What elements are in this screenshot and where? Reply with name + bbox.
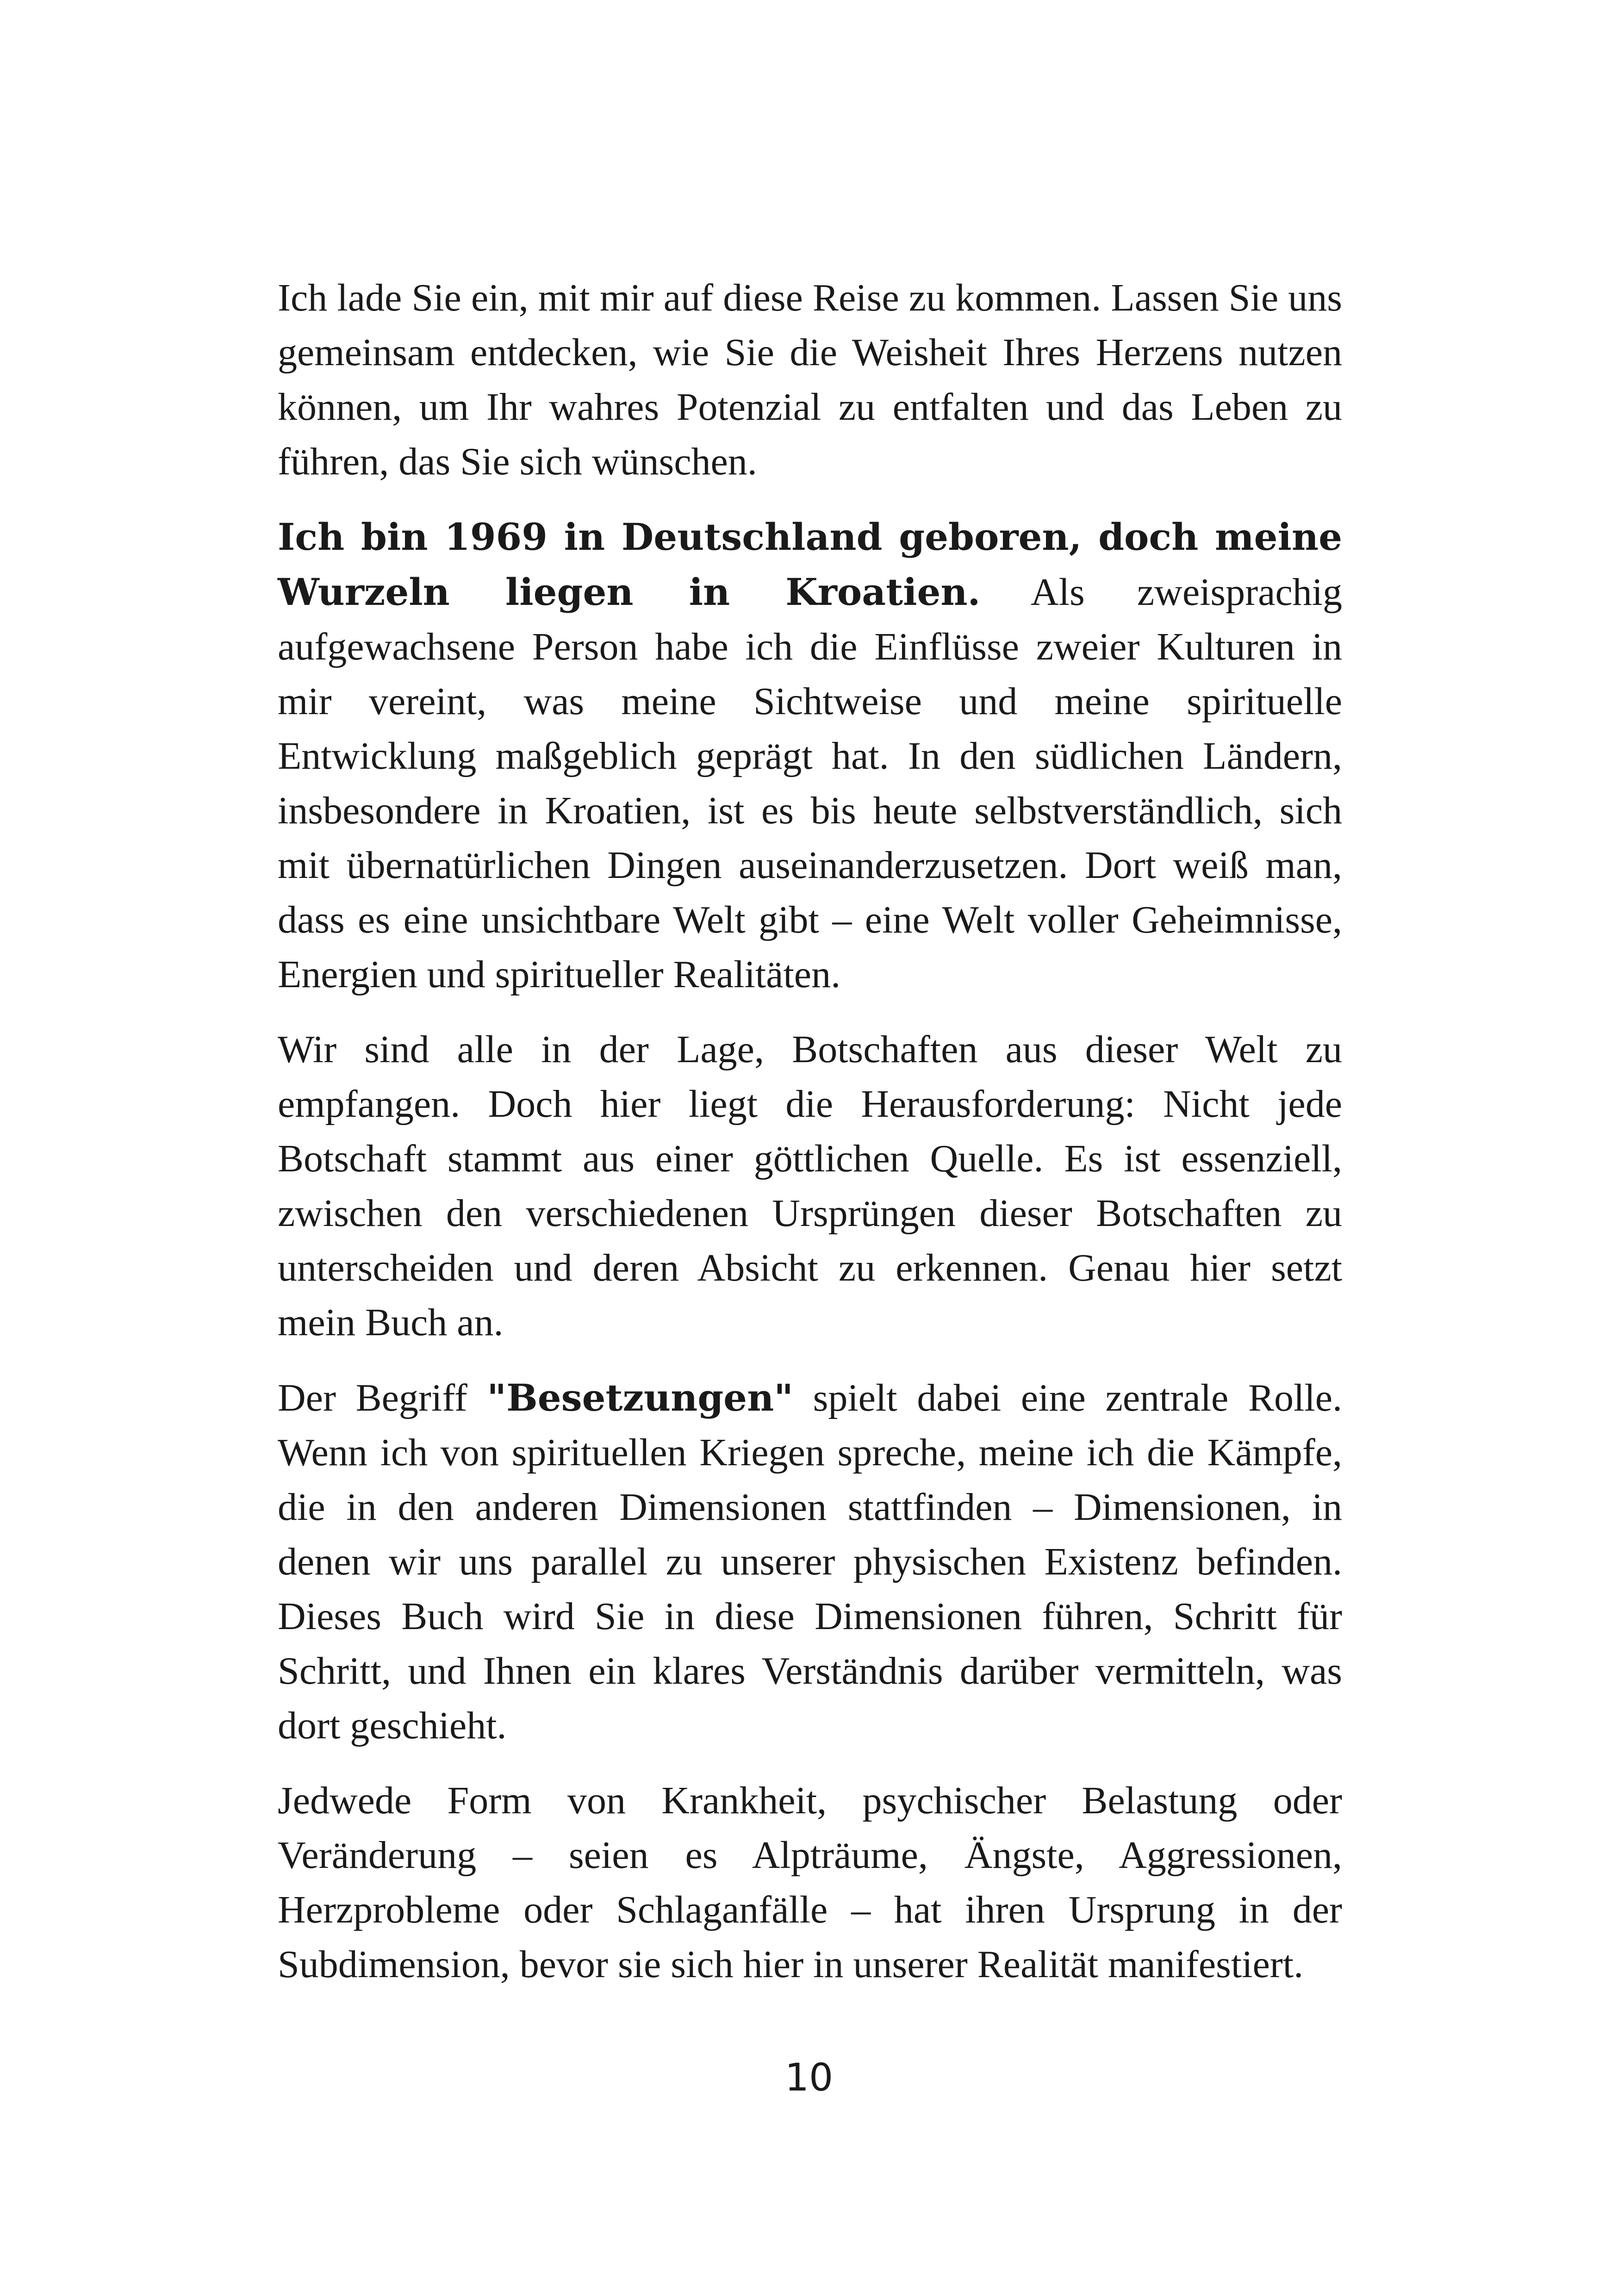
page-number: 10 [784,2056,834,2100]
paragraph-text: Als zweisprachig aufgewachsene Person habe ich die Einflüsse zweier Kulturen in mir vereint, was meine Sichtweise und meine spirituelle Entwicklung maßgeblich geprägt hat. In den südlichen Ländern, insbesondere in Kroatien, ist es bis heute selbstverständlich, sich mit übernatürlichen Dingen auseinanderzusetzen. Dort weiß man, dass es eine unsichtbare Welt gibt – eine Welt voller Geheimnisse, Energien und spiritueller Realitäten. [278,571,1342,996]
paragraph-text: spielt dabei eine zentrale Rolle. Wenn ich von spirituellen Kriegen spreche, meine ich die Kämpfe, die in den anderen Dimensionen stattfinden – Dimensionen, in denen wir uns parallel zu unserer physischen Existenz befinden. Dieses Buch wird Sie in diese Dimensionen führen, Schritt für Schritt, und Ihnen ein klares Verständnis darüber vermitteln, was dort geschieht. [278,1376,1343,1747]
paragraph-text: Ich lade Sie ein, mit mir auf diese Reise zu kommen. Lassen Sie uns gemeinsam entdecken, wie Sie die Weisheit Ihres Herzens nutzen können, um Ihr wahres Potenzial zu entfalten und das Leben zu führen, das Sie sich wünschen. [278,276,1342,483]
bold-term: "Besetzungen" [487,1376,793,1419]
paragraph-origins [278,510,1342,1002]
paragraph-messages [278,1022,1342,1350]
paragraph-text: Jedwede Form von Krankheit, psychischer Belastung oder Veränderung – seien es Alpträume, Ängste, Aggressionen, Herzprobleme oder Schlaganfälle – hat ihren Ursprung in der Subdimension, bevor sie sich hier in unserer Realität manifestiert. [278,1779,1342,1986]
paragraph-text: Der Begriff [278,1376,487,1419]
paragraph-illness [278,1773,1342,1992]
paragraph-invitation [278,271,1342,489]
bold-intro: Ich bin 1969 in Deutschland geboren, doch meine Wurzeln liegen in Kroatien. [278,515,1342,614]
paragraph-text: Wir sind alle in der Lage, Botschaften aus dieser Welt zu empfangen. Doch hier liegt die Herausforderung: Nicht jede Botschaft stammt aus einer göttlichen Quelle. Es ist essenziell, zwischen den verschiedenen Ursprüngen dieser Botschaften zu unterscheiden und deren Absicht zu erkennen. Genau hier setzt mein Buch an. [278,1028,1342,1344]
body-text [278,271,1342,2012]
paragraph-besetzungen [278,1370,1342,1753]
